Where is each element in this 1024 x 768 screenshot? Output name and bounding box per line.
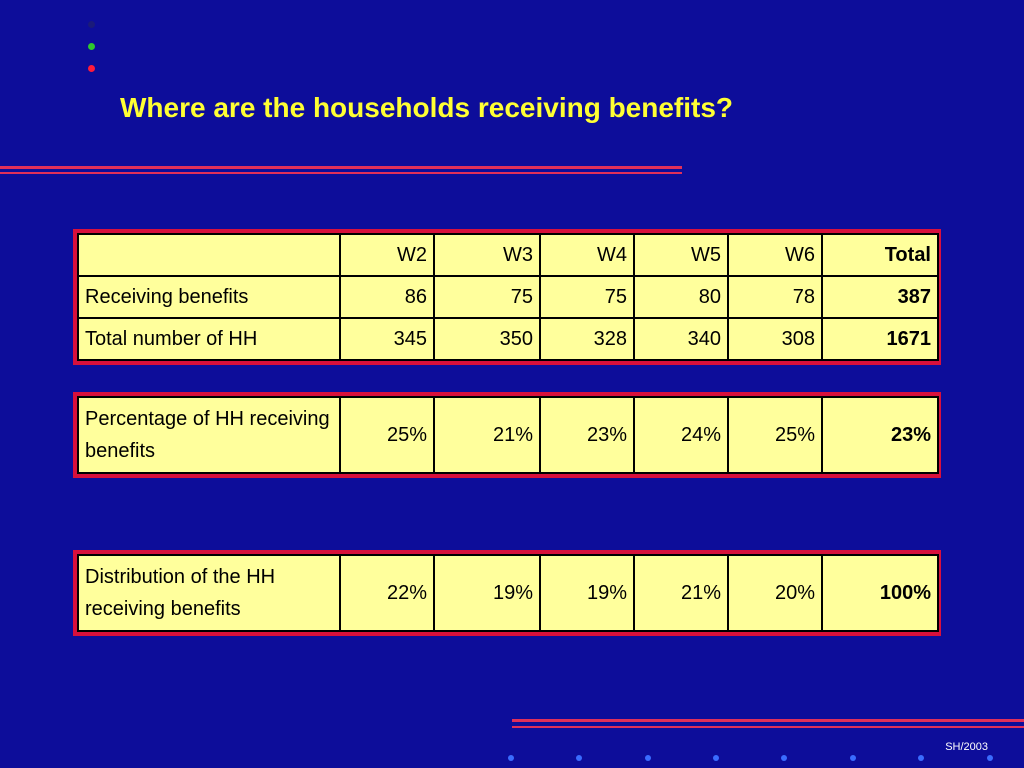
footer-rule-top <box>512 719 1024 722</box>
total-cell: 100% <box>822 555 938 631</box>
total-cell: 23% <box>822 397 938 473</box>
header-cell-w6: W6 <box>728 234 822 276</box>
table-cell: 350 <box>434 318 540 360</box>
table-cell: 22% <box>340 555 434 631</box>
header-cell-w5: W5 <box>634 234 728 276</box>
footer-dot <box>918 755 924 761</box>
table-cell: 80 <box>634 276 728 318</box>
percentage-table <box>77 396 939 474</box>
table-cell: 345 <box>340 318 434 360</box>
row-label-percentage: Percentage of HH receiving benefits <box>78 397 340 473</box>
table-cell: 24% <box>634 397 728 473</box>
footer-dot <box>645 755 651 761</box>
table-cell: 308 <box>728 318 822 360</box>
table-cell: 340 <box>634 318 728 360</box>
counts-table-frame <box>73 229 941 365</box>
table-cell: 21% <box>634 555 728 631</box>
table-cell: 19% <box>434 555 540 631</box>
header-cell-empty <box>78 234 340 276</box>
row-label-receiving-benefits: Receiving benefits <box>78 276 340 318</box>
table-cell: 25% <box>728 397 822 473</box>
footer-dot <box>781 755 787 761</box>
total-cell: 387 <box>822 276 938 318</box>
table-cell: 78 <box>728 276 822 318</box>
percentage-table-frame <box>73 392 941 478</box>
table-row <box>78 397 938 473</box>
bullet-dot-dark <box>88 21 95 28</box>
table-cell: 21% <box>434 397 540 473</box>
title-rule-top <box>0 166 682 169</box>
table-cell: 20% <box>728 555 822 631</box>
total-cell: 1671 <box>822 318 938 360</box>
bullet-dot-green <box>88 43 95 50</box>
footer-dot <box>576 755 582 761</box>
table-header-row <box>78 234 938 276</box>
footer-dot <box>850 755 856 761</box>
distribution-table-frame <box>73 550 941 636</box>
footer-label: SH/2003 <box>945 741 988 753</box>
table-cell: 328 <box>540 318 634 360</box>
header-cell-w3: W3 <box>434 234 540 276</box>
counts-table <box>77 233 939 361</box>
slide-title: Where are the households receiving benefits? <box>120 92 734 123</box>
table-row <box>78 555 938 631</box>
header-cell-w2: W2 <box>340 234 434 276</box>
footer-dot <box>987 755 993 761</box>
bullet-dot-red <box>88 65 95 72</box>
header-cell-w4: W4 <box>540 234 634 276</box>
row-label-distribution: Distribution of the HH receiving benefits <box>78 555 340 631</box>
footer-rule-bottom <box>512 726 1024 728</box>
title-rule-bottom <box>0 172 682 174</box>
row-label-total-hh: Total number of HH <box>78 318 340 360</box>
table-cell: 25% <box>340 397 434 473</box>
table-cell: 19% <box>540 555 634 631</box>
distribution-table <box>77 554 939 632</box>
table-cell: 75 <box>540 276 634 318</box>
table-row <box>78 276 938 318</box>
table-cell: 75 <box>434 276 540 318</box>
footer-dot <box>713 755 719 761</box>
header-cell-total: Total <box>822 234 938 276</box>
footer-dot <box>508 755 514 761</box>
table-row <box>78 318 938 360</box>
table-cell: 23% <box>540 397 634 473</box>
table-cell: 86 <box>340 276 434 318</box>
